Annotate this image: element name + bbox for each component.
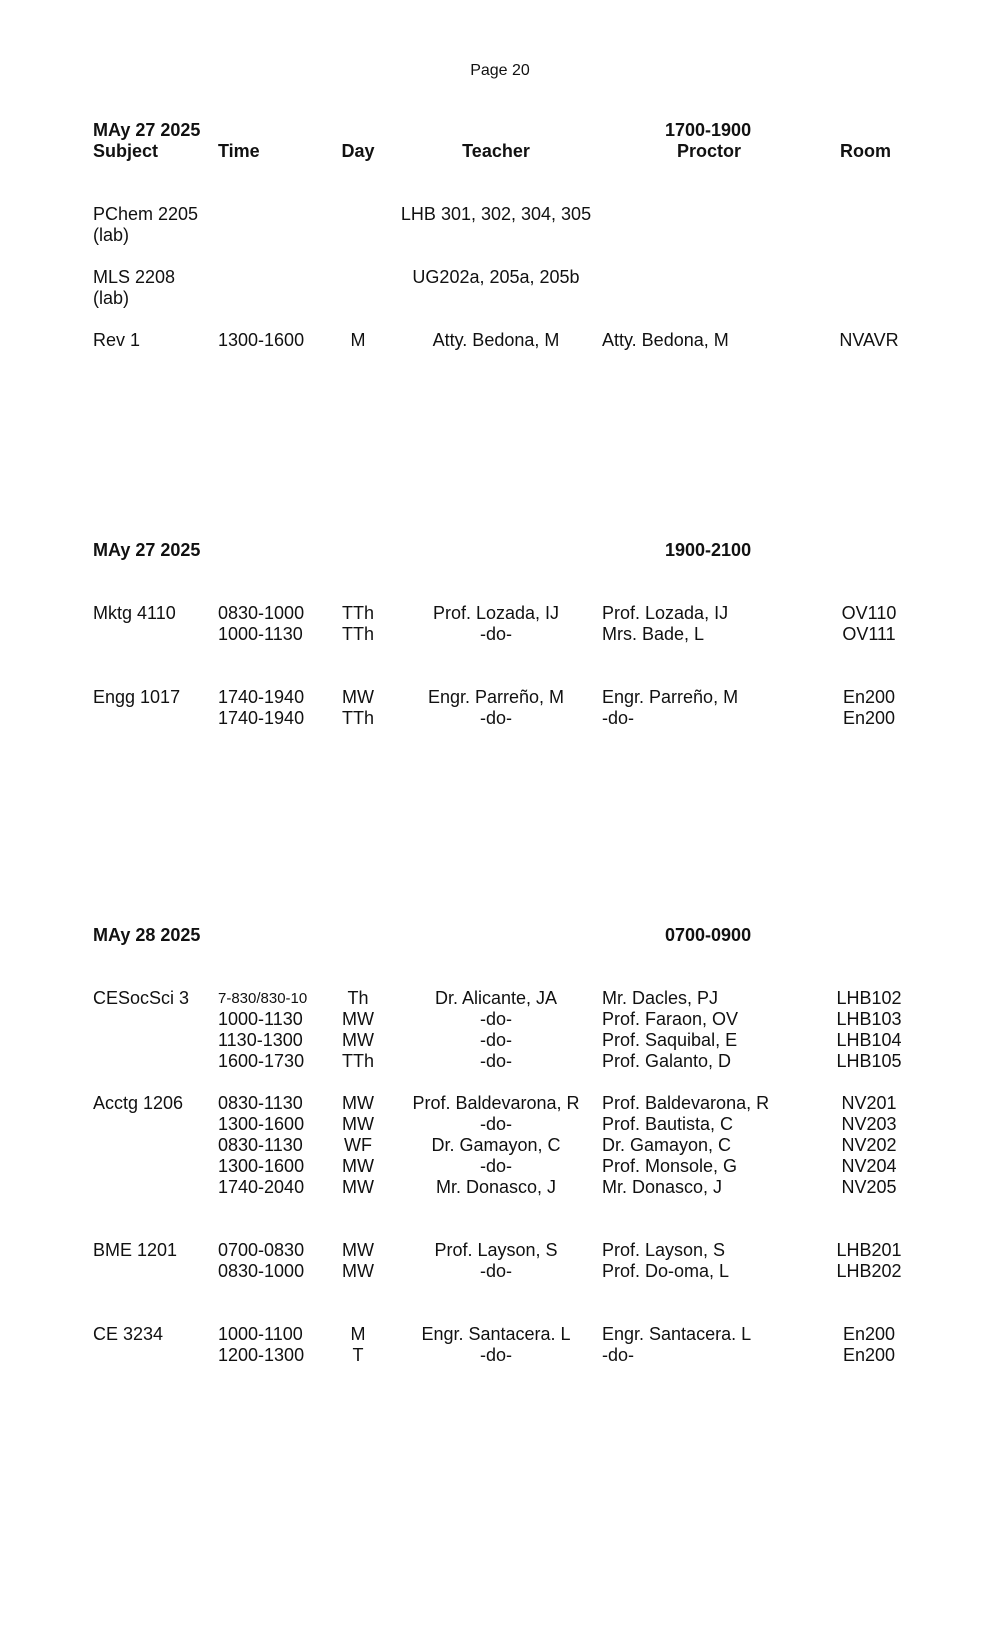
subject-cell: Rev 1 <box>93 330 141 350</box>
time-cell: 0830-1000 <box>218 1261 305 1281</box>
proctor-cell: Mrs. Bade, L <box>602 624 705 644</box>
time-cell: 1300-1600 <box>218 330 305 350</box>
time-cell: 1740-2040 <box>218 1177 305 1197</box>
subject-note: (lab) <box>93 225 130 245</box>
subject-cell: PChem 2205 <box>93 204 199 224</box>
section-date: MAy 27 2025 <box>93 540 201 560</box>
time-cell: 1740-1940 <box>218 687 305 707</box>
time-cell: 0700-0830 <box>218 1240 305 1260</box>
proctor-cell: Prof. Baldevarona, R <box>602 1093 770 1113</box>
proctor-cell: -do- <box>602 708 635 728</box>
proctor-cell: Prof. Do-oma, L <box>602 1261 730 1281</box>
col-header-proctor: Proctor <box>677 141 742 161</box>
time-cell: 1130-1300 <box>218 1030 303 1050</box>
proctor-cell: Prof. Monsole, G <box>602 1156 738 1176</box>
subject-cell: CE 3234 <box>93 1324 164 1344</box>
proctor-cell: Prof. Layson, S <box>602 1240 726 1260</box>
proctor-cell: Prof. Faraon, OV <box>602 1009 739 1029</box>
section-time: 0700-0900 <box>665 925 752 945</box>
proctor-cell: Atty. Bedona, M <box>602 330 729 350</box>
subject-note: (lab) <box>93 288 130 308</box>
time-cell: 1000-1100 <box>218 1324 303 1344</box>
proctor-cell: Prof. Lozada, IJ <box>602 603 729 623</box>
time-cell: 1000-1130 <box>218 1009 303 1029</box>
section-time: 1900-2100 <box>665 540 752 560</box>
time-cell: 1300-1600 <box>218 1156 305 1176</box>
time-cell: 1200-1300 <box>218 1345 305 1365</box>
proctor-cell: Prof. Bautista, C <box>602 1114 734 1134</box>
time-cell: 1300-1600 <box>218 1114 305 1134</box>
col-header-time: Time <box>218 141 260 161</box>
proctor-cell: Engr. Santacera. L <box>602 1324 752 1344</box>
col-header-subject: Subject <box>93 141 159 161</box>
section-time: 1700-1900 <box>665 120 752 140</box>
proctor-cell: Engr. Parreño, M <box>602 687 739 707</box>
proctor-cell: Dr. Gamayon, C <box>602 1135 732 1155</box>
subject-cell: Mktg 4110 <box>93 603 176 623</box>
time-cell: 1740-1940 <box>218 708 305 728</box>
subject-cell: Acctg 1206 <box>93 1093 184 1113</box>
proctor-cell: Prof. Saquibal, E <box>602 1030 738 1050</box>
time-cell: 1000-1130 <box>218 624 303 644</box>
time-cell: 1600-1730 <box>218 1051 305 1071</box>
time-cell: 0830-1000 <box>218 603 305 623</box>
time-cell: 0830-1130 <box>218 1093 303 1113</box>
proctor-cell: -do- <box>602 1345 635 1365</box>
page-number: Page 20 <box>470 62 530 79</box>
section-date: MAy 27 2025 <box>93 120 201 140</box>
proctor-cell: Mr. Dacles, PJ <box>602 988 719 1008</box>
subject-cell: BME 1201 <box>93 1240 178 1260</box>
subject-cell: CESocSci 3 <box>93 988 190 1008</box>
section-date: MAy 28 2025 <box>93 925 201 945</box>
subject-cell: MLS 2208 <box>93 267 176 287</box>
col-header-room: Room <box>840 141 891 161</box>
time-cell: 7-830/830-10 <box>218 990 308 1007</box>
subject-cell: Engg 1017 <box>93 687 181 707</box>
proctor-cell: Mr. Donasco, J <box>602 1177 723 1197</box>
proctor-cell: Prof. Galanto, D <box>602 1051 732 1071</box>
time-cell: 0830-1130 <box>218 1135 303 1155</box>
